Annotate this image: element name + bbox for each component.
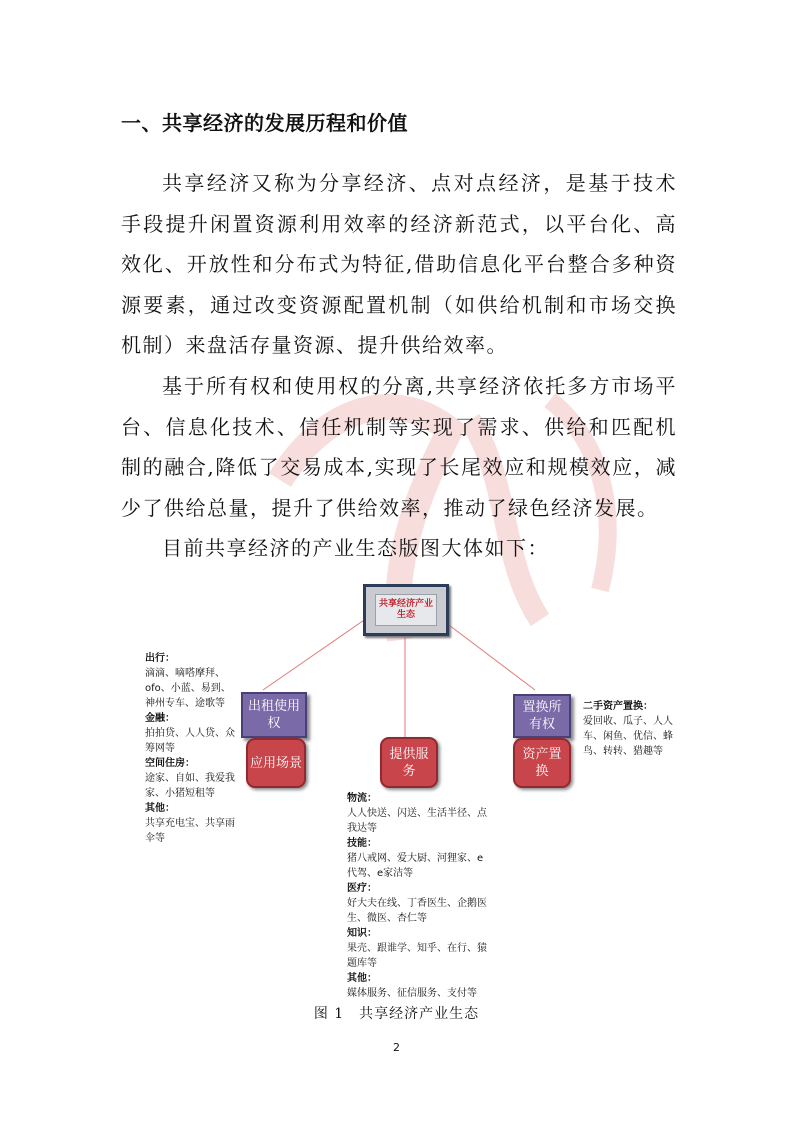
node-provide-services: 提供服务 (380, 737, 438, 788)
middle-example-list (347, 791, 492, 1001)
list-item: 拍拍贷、人人贷、众筹网等 (145, 728, 235, 754)
list-item: 途家、自如、我爱我家、小猪短租等 (145, 773, 235, 799)
paragraph-1: 共享经济又称为分享经济、点对点经济，是基于技术手段提升闲置资源利用效率的经济新范式，以平台化、高效化、开放性和分布式为特征,借助信息化平台整合多种资源要素，通过改变资源配置机制（如供给机制和市场交换机制）来盘活存量资源、提升供给效率。 (121, 171, 677, 357)
list-item: 猪八戒网、爱大厨、河狸家、e代驾、e家洁等 (347, 853, 484, 879)
node-application-scenarios: 应用场景 (246, 738, 306, 788)
list-category: 空间住房： (145, 758, 195, 769)
connector-left (263, 616, 370, 690)
figure-caption: 图 1 共享经济产业生态 (313, 1006, 480, 1022)
list-category: 知识： (347, 928, 377, 939)
list-item: 媒体服务、征信服务、支付等 (347, 988, 477, 999)
node-rent-usage-rights: 出租使用权 (241, 692, 307, 738)
list-category: 二手资产置换： (583, 701, 653, 712)
list-item: 滴滴、嘀嗒摩拜、ofo、小蓝、易到、神州专车、途歌等 (145, 668, 231, 709)
list-item: 共享充电宝、共享雨伞等 (145, 818, 235, 844)
list-category: 其他： (145, 803, 175, 814)
connector-right (437, 616, 535, 690)
list-category: 出行： (145, 653, 175, 664)
list-category: 技能： (347, 838, 377, 849)
center-node (363, 584, 449, 636)
right-example-list (583, 699, 678, 759)
list-item: 果壳、跟谁学、知乎、在行、猿题库等 (347, 943, 487, 969)
list-category: 医疗： (347, 883, 377, 894)
section-heading: 一、共享经济的发展历程和价值 (121, 111, 408, 135)
page-number: 2 (393, 1041, 400, 1054)
list-category: 金融： (145, 713, 175, 724)
list-item: 好大夫在线、丁香医生、企鹅医生、微医、杏仁等 (347, 898, 487, 924)
list-category: 其他： (347, 973, 377, 984)
list-item: 人人快送、闪送、生活半径、点我达等 (347, 808, 487, 834)
node-asset-exchange: 资产置换 (513, 738, 571, 788)
left-example-list (145, 651, 235, 846)
paragraph-2: 基于所有权和使用权的分离,共享经济依托多方市场平台、信息化技术、信任机制等实现了需求、供给和匹配机制的融合,降低了交易成本,实现了长尾效应和规模效应，减少了供给总量，提升了供给效率，推动了绿色经济发展。 (121, 374, 677, 520)
node-exchange-ownership: 置换所有权 (513, 694, 571, 738)
paragraph-3: 目前共享经济的产业生态版图大体如下： (162, 536, 549, 560)
list-category: 物流： (347, 793, 377, 804)
list-item: 爱回收、瓜子、人人车、闲鱼、优信、蜂鸟、转转、猎趣等 (583, 716, 673, 757)
center-node-label: 共享经济产业生态 (375, 594, 437, 626)
